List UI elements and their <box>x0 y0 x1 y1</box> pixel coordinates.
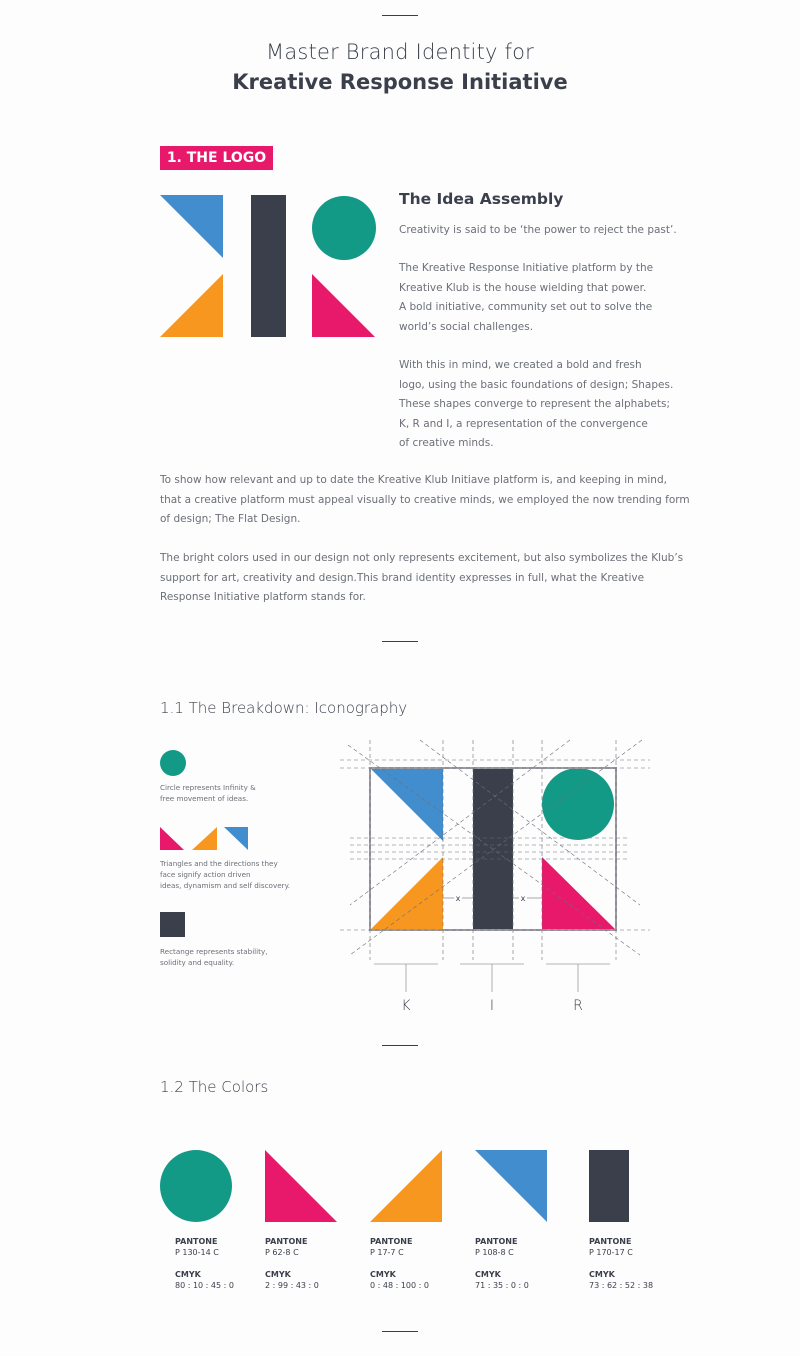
swatch-info-charcoal <box>589 1237 653 1291</box>
grid-teal-circle-icon <box>542 768 614 840</box>
pink-triangle-icon <box>312 274 375 337</box>
pantone-value: P 17-7 C <box>370 1247 404 1257</box>
cmyk-value: 0 : 48 : 100 : 0 <box>370 1280 429 1290</box>
text-line: of design; The Flat Design. <box>160 513 301 525</box>
text-line: solidity and equality. <box>160 958 235 967</box>
cmyk-label: CMYK <box>589 1270 615 1279</box>
pantone-value: P 108-8 C <box>475 1247 514 1257</box>
page-title-line1: Master Brand Identity for <box>266 40 534 64</box>
text-line: The Kreative Response Initiative platform by the <box>399 262 654 274</box>
text-line: support for art, creativity and design.This brand identity expresses in full, what the Kreative <box>160 571 645 584</box>
pantone-label: PANTONE <box>265 1237 308 1246</box>
kri-logo <box>160 195 380 340</box>
section-divider <box>382 1045 418 1046</box>
text-line: Circle represents Infinity & <box>160 783 256 792</box>
teal-circle-icon <box>312 196 376 260</box>
text-line: Response Initiative platform stands for. <box>160 591 366 603</box>
grid-orange-triangle-icon <box>370 857 443 930</box>
cmyk-label: CMYK <box>475 1270 501 1279</box>
bottom-divider <box>382 1331 418 1332</box>
pantone-label: PANTONE <box>589 1237 632 1246</box>
legend-rectangle-icon <box>160 912 188 940</box>
grid-pink-triangle-icon <box>542 857 616 930</box>
text-line: ideas, dynamism and self discovery. <box>160 881 291 890</box>
pantone-value: P 130-14 C <box>175 1247 219 1257</box>
text-line: Triangles and the directions they <box>160 859 278 868</box>
text-line: K, R and I, a representation of the convergence <box>399 417 648 430</box>
grid-x-marker: x <box>455 894 461 903</box>
text-line: world’s social challenges. <box>399 320 534 333</box>
text-line: Rectange represents stability, <box>160 947 268 956</box>
swatch-teal-circle-icon <box>160 1150 234 1224</box>
grid-x-marker: x <box>520 894 526 903</box>
swatch-charcoal-rectangle-icon <box>589 1150 631 1224</box>
cmyk-value: 71 : 35 : 0 : 0 <box>475 1280 529 1290</box>
letter-k: K <box>401 998 411 1014</box>
pantone-label: PANTONE <box>475 1237 518 1246</box>
text-line: With this in mind, we created a bold and fresh <box>399 359 642 371</box>
cmyk-value: 73 : 62 : 52 : 38 <box>589 1280 654 1290</box>
legend-circle-icon <box>160 750 188 778</box>
idea-title: The Idea Assembly <box>399 190 564 208</box>
pink-triangle-icon <box>160 827 184 850</box>
letter-i: I <box>489 998 495 1014</box>
triangle-legend-text <box>160 858 290 891</box>
swatch-info-blue <box>475 1237 529 1291</box>
page-title-line2: Kreative Response Initiative <box>232 70 568 94</box>
circle-legend-text <box>160 782 256 804</box>
swatch-info-orange <box>370 1237 429 1291</box>
cmyk-label: CMYK <box>175 1270 201 1279</box>
idea-para1-text: Creativity is said to be ‘the power to reject the past’. <box>399 224 677 236</box>
text-line: Kreative Klub is the house wielding that power. <box>399 281 647 294</box>
cmyk-value: 2 : 99 : 43 : 0 <box>265 1280 319 1290</box>
blue-triangle-icon <box>160 195 223 258</box>
cmyk-label: CMYK <box>265 1270 291 1279</box>
idea-para3 <box>399 356 673 454</box>
legend-triangles-icon <box>160 826 252 852</box>
logo-para4 <box>160 471 690 530</box>
top-divider <box>382 15 418 16</box>
logo-construction-grid <box>340 735 650 965</box>
orange-triangle-icon <box>192 827 217 850</box>
text-line: To show how relevant and up to date the Kreative Klub Initiave platform is, and keeping in mind, <box>160 474 667 486</box>
text-line: The bright colors used in our design not only represents excitement, but also symbolizes the Klub’s <box>160 552 684 564</box>
pantone-label: PANTONE <box>175 1237 218 1246</box>
colors-title: 1.2 The Colors <box>160 1078 269 1096</box>
idea-para2 <box>399 259 653 337</box>
iconography-title: 1.1 The Breakdown: Iconography <box>160 699 408 717</box>
swatch-info-pink <box>265 1237 319 1291</box>
swatch-orange-triangle-icon <box>370 1150 444 1224</box>
text-line: free movement of ideas. <box>160 794 249 803</box>
letter-r: R <box>573 998 583 1014</box>
blue-triangle-icon <box>224 827 248 850</box>
cmyk-label: CMYK <box>370 1270 396 1279</box>
swatch-pink-triangle-icon <box>265 1150 339 1224</box>
text-line: of creative minds. <box>399 437 494 449</box>
section-badge: 1. THE LOGO <box>160 146 273 170</box>
orange-triangle-icon <box>160 274 223 337</box>
cmyk-value: 80 : 10 : 45 : 0 <box>175 1280 234 1290</box>
section-divider <box>382 641 418 642</box>
charcoal-rectangle-icon <box>251 195 286 337</box>
text-line: that a creative platform must appeal visually to creative minds, we employed the now trending form <box>160 493 690 506</box>
text-line: A bold initiative, community set out to solve the <box>399 301 653 313</box>
swatch-info-teal <box>175 1237 234 1291</box>
pantone-label: PANTONE <box>370 1237 413 1246</box>
text-line: logo, using the basic foundations of design; Shapes. <box>399 378 674 391</box>
grid-blue-triangle-icon <box>370 768 443 841</box>
idea-para1 <box>399 221 677 241</box>
text-line: face signify action driven <box>160 870 251 879</box>
logo-para5 <box>160 549 683 608</box>
pantone-value: P 62-8 C <box>265 1247 299 1257</box>
pantone-value: P 170-17 C <box>589 1247 633 1257</box>
letter-brackets <box>370 962 620 994</box>
rectangle-legend-text <box>160 946 268 968</box>
text-line: These shapes converge to represent the alphabets; <box>399 398 671 410</box>
swatch-blue-triangle-icon <box>475 1150 549 1224</box>
